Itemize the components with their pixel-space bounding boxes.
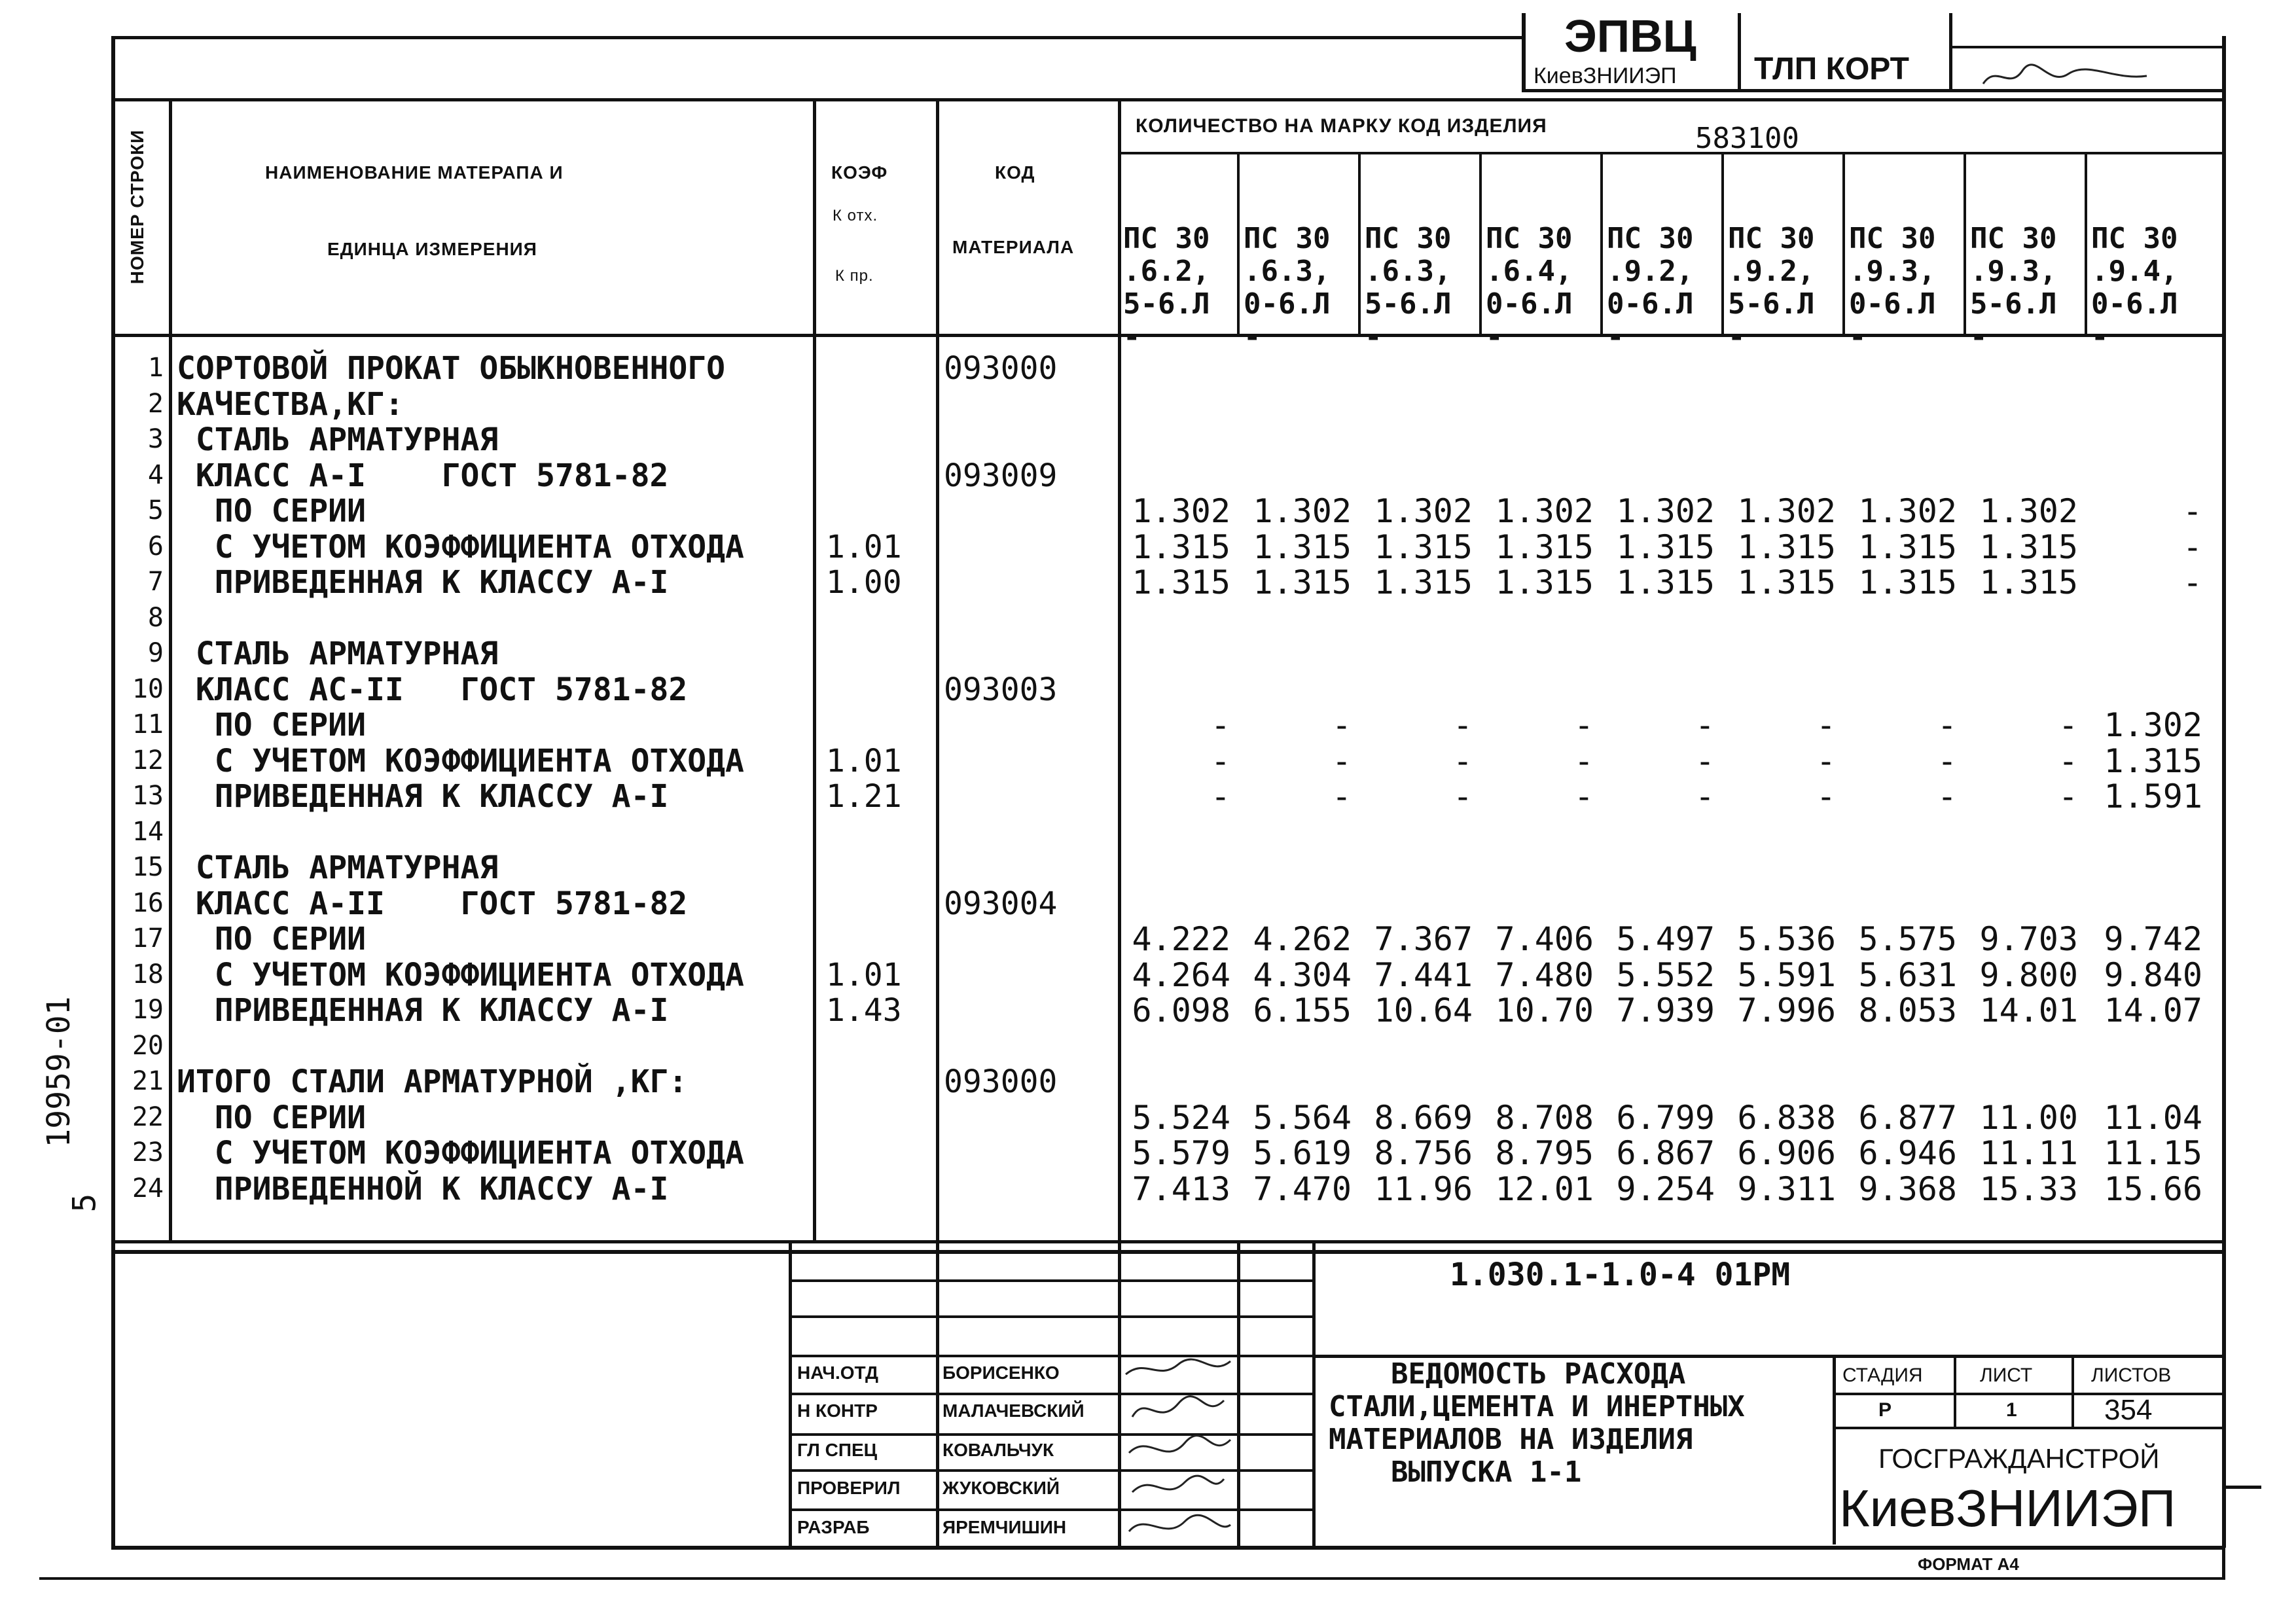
header-quantity: КОЛИЧЕСТВО НА МАРКУ КОД ИЗДЕЛИЯ — [1136, 115, 1547, 137]
row-number: 14 — [132, 816, 164, 847]
signer-role: РАЗРАБ — [797, 1517, 870, 1537]
coefficient: 1.01 — [826, 956, 902, 993]
quantity-value: 1.315 — [1132, 527, 1230, 566]
quantity-value: 1.302 — [1495, 492, 1594, 530]
mark-header: ПС 30 .6.3, 0-6.Л - — [1244, 222, 1331, 353]
quantity-value: 9.800 — [1979, 955, 2078, 994]
mark-header: ПС 30 .6.2, 5-6.Л - — [1123, 222, 1210, 353]
quantity-value: 5.579 — [1132, 1134, 1230, 1172]
row-number: 23 — [132, 1137, 164, 1168]
quantity-value: - — [1210, 741, 1230, 780]
row-number: 5 — [147, 495, 164, 526]
quantity-value: 7.480 — [1495, 955, 1594, 994]
quantity-value: - — [1452, 706, 1473, 744]
quantity-value: 1.315 — [1374, 527, 1473, 566]
material-code: 093009 — [944, 457, 1058, 494]
mark-header: ПС 30 .9.2, 0-6.Л - — [1607, 222, 1694, 353]
coefficient: 1.01 — [826, 742, 902, 779]
quantity-value: 1.315 — [1374, 563, 1473, 601]
quantity-value: 7.406 — [1495, 920, 1594, 958]
quantity-value: 1.315 — [1737, 563, 1836, 601]
row-number: 7 — [147, 567, 164, 597]
quantity-value: 10.70 — [1495, 991, 1594, 1029]
doc-title-line: СТАЛИ,ЦЕМЕНТА И ИНЕРТНЫХ — [1329, 1390, 1745, 1423]
quantity-value: 8.053 — [1858, 991, 1957, 1029]
quantity-value: 8.669 — [1374, 1098, 1473, 1137]
quantity-value: 1.315 — [1253, 527, 1352, 566]
quantity-value: - — [2182, 492, 2202, 530]
quantity-value: - — [1573, 741, 1594, 780]
signer-name: МАЛАЧЕВСКИЙ — [942, 1400, 1085, 1421]
quantity-value: - — [2058, 741, 2078, 780]
quantity-value: 6.946 — [1858, 1134, 1957, 1172]
doc-title — [1329, 1358, 1745, 1489]
header-code-1: КОД — [995, 162, 1035, 183]
quantity-value: 9.703 — [1979, 920, 2078, 958]
doc-title-line: ВЫПУСКА 1-1 — [1391, 1455, 1582, 1489]
quantity-value: - — [1331, 706, 1352, 744]
stage-value: Р — [1878, 1399, 1892, 1421]
quantity-value: 1.315 — [1737, 527, 1836, 566]
quantity-value: 7.939 — [1616, 991, 1715, 1029]
signer-role: Н КОНТР — [797, 1400, 878, 1421]
mark-header: ПС 30 .9.3, 0-6.Л - — [1849, 222, 1936, 353]
quantity-value: 7.996 — [1737, 991, 1836, 1029]
coefficient: 1.43 — [826, 992, 902, 1029]
quantity-value: 11.15 — [2104, 1134, 2202, 1172]
quantity-value: 1.315 — [1979, 563, 2078, 601]
material-name: ПРИВЕДЕННАЯ К КЛАССУ А-I — [177, 778, 669, 815]
header-coef-3: К пр. — [835, 267, 874, 285]
quantity-value: - — [1695, 706, 1715, 744]
format-label: ФОРМАТ А4 — [1918, 1554, 2019, 1574]
quantity-value: - — [1210, 777, 1230, 815]
quantity-value: 8.756 — [1374, 1134, 1473, 1172]
quantity-value: 6.838 — [1737, 1098, 1836, 1137]
material-name: С УЧЕТОМ КОЭФФИЦИЕНТА ОТХОДА — [177, 742, 744, 779]
quantity-value: 1.302 — [2104, 706, 2202, 744]
header-coef-2: К отх. — [833, 207, 878, 224]
quantity-value: 9.254 — [1616, 1169, 1715, 1208]
material-name: ПРИВЕДЕННАЯ К КЛАССУ А-I — [177, 992, 669, 1029]
quantity-value: 4.222 — [1132, 920, 1230, 958]
material-name: КЛАСС А-II ГОСТ 5781-82 — [177, 885, 688, 922]
quantity-value: 14.07 — [2104, 991, 2202, 1029]
row-number: 9 — [147, 638, 164, 668]
side-number: 19959-01 — [41, 996, 77, 1148]
quantity-value: 11.00 — [1979, 1098, 2078, 1137]
page-mark: 5 — [66, 1193, 103, 1213]
row-number: 21 — [132, 1066, 164, 1096]
quantity-value: 15.33 — [1979, 1169, 2078, 1208]
material-name: СТАЛЬ АРМАТУРНАЯ — [177, 635, 499, 672]
doc-title-line: МАТЕРИАЛОВ НА ИЗДЕЛИЯ — [1329, 1423, 1693, 1456]
quantity-value: 9.311 — [1737, 1169, 1836, 1208]
row-number: 1 — [147, 353, 164, 383]
signer-name: ЯРЕМЧИШИН — [942, 1517, 1067, 1537]
signer-name: БОРИСЕНКО — [942, 1363, 1060, 1383]
quantity-value: 1.315 — [1858, 563, 1957, 601]
quantity-value: - — [2182, 527, 2202, 566]
quantity-value: 6.098 — [1132, 991, 1230, 1029]
quantity-value: - — [1573, 777, 1594, 815]
quantity-value: 8.708 — [1495, 1098, 1594, 1137]
signer-role: ПРОВЕРИЛ — [797, 1478, 901, 1498]
row-number: 20 — [132, 1030, 164, 1061]
material-name: СОРТОВОЙ ПРОКАТ ОБЫКНОВЕННОГО — [177, 350, 726, 387]
quantity-value: 1.315 — [2104, 741, 2202, 780]
material-name: ПРИВЕДЕННАЯ К КЛАССУ А-I — [177, 564, 669, 601]
material-code: 093004 — [944, 885, 1058, 922]
quantity-value: 5.524 — [1132, 1098, 1230, 1137]
material-name: СТАЛЬ АРМАТУРНАЯ — [177, 421, 499, 458]
quantity-value: 1.302 — [1253, 492, 1352, 530]
quantity-value: 7.367 — [1374, 920, 1473, 958]
quantity-value: 11.04 — [2104, 1098, 2202, 1137]
quantity-value: 4.304 — [1253, 955, 1352, 994]
quantity-value: - — [1452, 777, 1473, 815]
mark-header: ПС 30 .9.2, 5-6.Л - — [1728, 222, 1815, 353]
stamp-org-small: КиевЗНИИЭП — [1534, 63, 1677, 88]
row-number: 10 — [132, 673, 164, 704]
quantity-value: 1.302 — [1858, 492, 1957, 530]
quantity-value: 5.591 — [1737, 955, 1836, 994]
material-name: ПО СЕРИИ — [177, 707, 366, 743]
material-code: 093003 — [944, 671, 1058, 708]
material-name: ИТОГО СТАЛИ АРМАТУРНОЙ ,КГ: — [177, 1063, 688, 1100]
stage-label: СТАДИЯ — [1842, 1364, 1923, 1386]
quantity-value: 1.302 — [1374, 492, 1473, 530]
quantity-value: - — [2058, 706, 2078, 744]
doc-title-line: ВЕДОМОСТЬ РАСХОДА — [1391, 1357, 1686, 1391]
quantity-value: - — [1816, 741, 1836, 780]
signer-role: ГЛ СПЕЦ — [797, 1440, 878, 1460]
quantity-value: - — [1816, 706, 1836, 744]
quantity-value: - — [1695, 741, 1715, 780]
quantity-value: 5.497 — [1616, 920, 1715, 958]
row-number: 13 — [132, 781, 164, 811]
row-number: 3 — [147, 424, 164, 454]
quantity-value: 1.315 — [1495, 563, 1594, 601]
quantity-value: 1.302 — [1132, 492, 1230, 530]
quantity-value: 11.11 — [1979, 1134, 2078, 1172]
quantity-value: 5.552 — [1616, 955, 1715, 994]
sheets-label: ЛИСТОВ — [2091, 1364, 2172, 1386]
quantity-value: - — [1210, 706, 1230, 744]
material-name: С УЧЕТОМ КОЭФФИЦИЕНТА ОТХОДА — [177, 956, 744, 993]
quantity-value: - — [1452, 741, 1473, 780]
quantity-value: - — [1573, 706, 1594, 744]
org-institute: КиевЗНИИЭП — [1839, 1479, 2176, 1537]
row-number: 17 — [132, 923, 164, 954]
sheets-value: 354 — [2104, 1394, 2153, 1426]
quantity-value: - — [1331, 777, 1352, 815]
quantity-value: 1.315 — [1858, 527, 1957, 566]
stamp-signature — [1970, 58, 2166, 97]
row-number: 18 — [132, 959, 164, 990]
signer-role: НАЧ.ОТД — [797, 1363, 878, 1383]
material-name: ПО СЕРИИ — [177, 1099, 366, 1136]
quantity-value: 5.619 — [1253, 1134, 1352, 1172]
coefficient: 1.00 — [826, 564, 902, 601]
material-name: С УЧЕТОМ КОЭФФИЦИЕНТА ОТХОДА — [177, 1135, 744, 1171]
quantity-value: 7.470 — [1253, 1169, 1352, 1208]
quantity-value: 5.575 — [1858, 920, 1957, 958]
row-number: 24 — [132, 1173, 164, 1204]
quantity-value: 1.315 — [1132, 563, 1230, 601]
quantity-value: 10.64 — [1374, 991, 1473, 1029]
quantity-value: 1.315 — [1979, 527, 2078, 566]
quantity-value: 1.315 — [1616, 563, 1715, 601]
quantity-value: 6.877 — [1858, 1098, 1957, 1137]
quantity-value: 1.315 — [1616, 527, 1715, 566]
quantity-value: - — [1331, 741, 1352, 780]
doc-code: 1.030.1-1.0-4 01РМ — [1450, 1257, 1791, 1293]
header-product-code: 583100 — [1695, 122, 1799, 155]
quantity-value: 7.441 — [1374, 955, 1473, 994]
quantity-value: 9.742 — [2104, 920, 2202, 958]
quantity-value: 9.368 — [1858, 1169, 1957, 1208]
material-code: 093000 — [944, 350, 1058, 387]
quantity-value: 6.867 — [1616, 1134, 1715, 1172]
row-number: 22 — [132, 1101, 164, 1132]
mark-header: ПС 30 .6.3, 5-6.Л - — [1365, 222, 1452, 353]
quantity-value: - — [2182, 563, 2202, 601]
header-name-line2: ЕДИНЦА ИЗМЕРЕНИЯ — [327, 239, 537, 259]
material-name: СТАЛЬ АРМАТУРНАЯ — [177, 849, 499, 886]
material-name: ПО СЕРИИ — [177, 493, 366, 529]
row-number: 8 — [147, 602, 164, 633]
quantity-value: 6.906 — [1737, 1134, 1836, 1172]
material-name: С УЧЕТОМ КОЭФФИЦИЕНТА ОТХОДА — [177, 528, 744, 565]
quantity-value: 1.302 — [1616, 492, 1715, 530]
quantity-value: 1.591 — [2104, 777, 2202, 815]
mark-header: ПС 30 .9.4, 0-6.Л - — [2091, 222, 2178, 353]
row-number: 16 — [132, 887, 164, 918]
quantity-value: 1.302 — [1979, 492, 2078, 530]
quantity-value: 1.315 — [1495, 527, 1594, 566]
material-name: КЛАСС А-I ГОСТ 5781-82 — [177, 457, 669, 494]
quantity-value: 1.315 — [1253, 563, 1352, 601]
quantity-value: - — [1816, 777, 1836, 815]
quantity-value: 4.264 — [1132, 955, 1230, 994]
sheet-label: ЛИСТ — [1980, 1364, 2033, 1386]
header-row-number: НОМЕР СТРОКИ — [127, 129, 147, 285]
quantity-value: - — [1937, 777, 1957, 815]
org-ministry: ГОСГРАЖДАНСТРОЙ — [1878, 1443, 2160, 1474]
quantity-value: 11.96 — [1374, 1169, 1473, 1208]
row-number: 4 — [147, 459, 164, 490]
mark-header: ПС 30 .6.4, 0-6.Л - — [1486, 222, 1573, 353]
row-number: 2 — [147, 388, 164, 419]
row-number: 15 — [132, 852, 164, 882]
material-name: ПО СЕРИИ — [177, 921, 366, 957]
signatures — [1119, 1355, 1237, 1551]
quantity-value: 15.66 — [2104, 1169, 2202, 1208]
mark-header: ПС 30 .9.3, 5-6.Л - — [1970, 222, 2057, 353]
quantity-value: 5.564 — [1253, 1098, 1352, 1137]
row-number: 6 — [147, 531, 164, 562]
row-number: 11 — [132, 709, 164, 740]
quantity-value: 6.155 — [1253, 991, 1352, 1029]
signer-name: ЖУКОВСКИЙ — [942, 1478, 1060, 1498]
header-code-2: МАТЕРИАЛА — [952, 237, 1075, 257]
coefficient: 1.01 — [826, 528, 902, 565]
coefficient: 1.21 — [826, 778, 902, 815]
quantity-value: 5.631 — [1858, 955, 1957, 994]
quantity-value: - — [1937, 706, 1957, 744]
quantity-value: 12.01 — [1495, 1169, 1594, 1208]
sheet-value: 1 — [2006, 1399, 2017, 1421]
quantity-value: 14.01 — [1979, 991, 2078, 1029]
quantity-value: - — [2058, 777, 2078, 815]
row-number: 12 — [132, 745, 164, 776]
quantity-value: 9.840 — [2104, 955, 2202, 994]
header-name-line1: НАИМЕНОВАНИЕ МАТЕРАПА И — [265, 162, 564, 183]
header-coef-1: КОЭФ — [831, 162, 888, 183]
quantity-value: - — [1695, 777, 1715, 815]
stamp-org-big: ЭПВЦ — [1564, 10, 1696, 62]
quantity-value: - — [1937, 741, 1957, 780]
quantity-value: 5.536 — [1737, 920, 1836, 958]
material-name: КЛАСС АС-II ГОСТ 5781-82 — [177, 671, 688, 708]
stamp-dept: ТЛП КОРТ — [1754, 52, 1909, 86]
quantity-value: 7.413 — [1132, 1169, 1230, 1208]
material-name: КАЧЕСТВА,КГ: — [177, 385, 404, 423]
material-code: 093000 — [944, 1063, 1058, 1100]
quantity-value: 8.795 — [1495, 1134, 1594, 1172]
quantity-value: 6.799 — [1616, 1098, 1715, 1137]
quantity-value: 1.302 — [1737, 492, 1836, 530]
row-number: 19 — [132, 995, 164, 1025]
signer-name: КОВАЛЬЧУК — [942, 1440, 1054, 1460]
quantity-value: 4.262 — [1253, 920, 1352, 958]
material-name: ПРИВЕДЕННОЙ К КЛАССУ А-I — [177, 1170, 669, 1207]
